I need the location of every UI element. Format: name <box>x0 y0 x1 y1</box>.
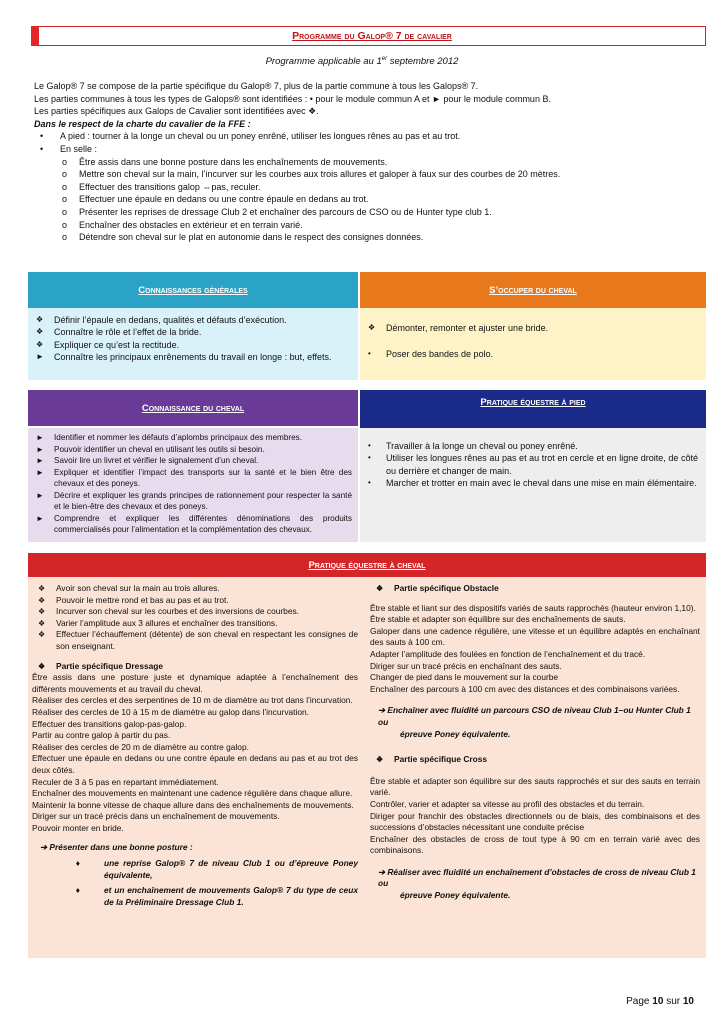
list-item-text: Démonter, remonter et ajuster une bride. <box>386 323 549 333</box>
intro-subitem-text: Détendre son cheval sur le plat en autonomie dans le respect des consignes données. <box>79 232 424 243</box>
intro-line-3: Les parties spécifiques aux Galops de Cavalier sont identifiées avec ❖. <box>34 106 319 117</box>
list-item <box>362 477 698 489</box>
intro-item <box>34 130 694 143</box>
arrow-right-icon: ➔ <box>40 842 48 853</box>
dot-bullet-icon: • <box>368 349 371 359</box>
dressage-line: Réaliser des cercles et des serpentines de 10 m de diamètre au trot dans l’incurvation. <box>32 695 353 706</box>
list-item <box>32 606 358 618</box>
list-item <box>30 455 352 467</box>
presenter-item <box>32 885 358 908</box>
diamond-bullet-icon: ❖ <box>38 584 46 593</box>
dressage-line: Effectuer une épaule en dedans ou une contre épaule en dedans au pas et au trot des deux côtés. <box>32 753 358 775</box>
cross-target <box>370 867 700 890</box>
intro-subitem <box>34 231 694 244</box>
intro-line-1: Le Galop® 7 se compose de la partie spécifique du Galop® 7, plus de la partie commune à tous les Galops® 7. <box>34 81 479 91</box>
list-item <box>32 618 358 630</box>
circle-bullet-icon: o <box>62 232 68 243</box>
dressage-line: Reculer de 3 à 5 pas en repartant immédiatement. <box>32 776 219 787</box>
arrow-bullet-icon: ► <box>36 444 44 454</box>
intro-subitem-text: Être assis dans une bonne posture dans les enchaînements de mouvements. <box>79 156 388 167</box>
diamond-bullet-icon: ❖ <box>376 584 384 593</box>
presenter-text: Présenter dans une bonne posture : <box>49 842 193 853</box>
obstacle-title <box>370 583 700 595</box>
presenter-item-text: et un enchaînement de mouvements Galop® 7 du type de ceux de la Préliminaire Dressage Club 1. <box>104 885 358 907</box>
arrow-bullet-icon: ► <box>36 352 44 362</box>
list-item-text: Définir l’épaule en dedans, qualités et défauts d’exécution. <box>54 315 287 325</box>
diamond-bullet-icon: ❖ <box>36 327 44 337</box>
list-item-text: Travailler à la longe un cheval ou poney enrêné. <box>386 441 578 451</box>
list-item-text: Décrire et expliquer les grands principes de rationnement pour respecter la santé et le bien-être des chevaux et des poneys. <box>54 490 352 511</box>
dot-bullet-icon: • <box>368 478 371 488</box>
diamond-icon: ♦ <box>75 885 80 896</box>
cross-title <box>370 754 700 766</box>
intro-item-text: A pied : tourner à la longe un cheval ou un poney enrêné, utiliser les longues rênes au pas et au trot. <box>60 131 461 142</box>
list-item-text: Marcher et trotter en main avec le cheval dans une mise en main élémentaire. <box>386 478 697 489</box>
arrow-bullet-icon: ► <box>36 456 44 465</box>
list-item-text: Incurver son cheval sur les courbes et des inversions de courbes. <box>56 606 299 617</box>
diamond-bullet-icon: ❖ <box>36 315 44 324</box>
list-item-text: Connaître le rôle et l’effet de la bride. <box>54 327 202 338</box>
arrow-bullet-icon: ► <box>36 433 44 442</box>
diamond-bullet-icon: ❖ <box>38 607 46 617</box>
list-item-text: Pouvoir identifier un cheval en utilisant les outils si besoin. <box>54 444 265 454</box>
dressage-line: Diriger sur un tracé précis dans un enchaînement de mouvements. <box>32 811 280 822</box>
section-body-pratique-a-pied <box>360 428 706 542</box>
diamond-icon: ♦ <box>75 858 80 869</box>
footer-current-page: 10 <box>652 996 664 1007</box>
footer-sep: sur <box>666 996 681 1007</box>
arrow-right-icon: ➔ <box>378 866 386 877</box>
dressage-line: Enchaîner des mouvements en maintenant une cadence régulière dans chaque allure. <box>32 788 353 799</box>
cross-target-text: Réaliser avec fluidité un enchaînement d’obstacles de cross de niveau Club 1 ou <box>378 866 696 889</box>
dressage-line: Réaliser des cercles de 20 m de diamètre au contre galop. <box>32 741 249 752</box>
dot-bullet-icon: • <box>368 453 371 463</box>
diamond-bullet-icon: ❖ <box>38 630 46 640</box>
dressage-line: Pouvoir monter en bride. <box>32 822 124 833</box>
list-item <box>32 583 358 595</box>
circle-bullet-icon: o <box>62 194 68 205</box>
obstacle-line: Galoper dans une cadence régulière, une vitesse et un équilibre adaptés en enchaînant des sauts à 100 cm. <box>370 625 700 648</box>
list-item <box>32 595 358 607</box>
intro-line-2: Les parties communes à tous les types de Galops® sont identifiées : • pour le module commun A et ► pour le module commun B. <box>34 93 551 104</box>
list-item-text: Savoir lire un livret et vérifier le signalement d’un cheval. <box>54 456 259 465</box>
arrow-bullet-icon: ► <box>36 490 44 500</box>
cross-line: Enchaîner des obstacles de cross de tout type à 90 cm en terrain varié avec des combinaisons. <box>370 833 700 856</box>
intro-subitem <box>34 193 694 206</box>
diamond-bullet-icon: ❖ <box>36 339 44 349</box>
cross-line: Contrôler, varier et adapter sa vitesse au profil des obstacles et du terrain. <box>370 798 645 809</box>
diamond-bullet-icon: ❖ <box>38 595 46 605</box>
dressage-line: Réaliser des cercles de 10 à 15 m de diamètre au galop dans l’incurvation. <box>32 706 309 717</box>
circle-bullet-icon: o <box>62 206 68 217</box>
list-item <box>30 467 352 490</box>
intro-subitem <box>34 219 694 232</box>
left-column <box>32 583 358 908</box>
circle-bullet-icon: o <box>62 181 68 192</box>
intro-charte: Dans le respect de la charte du cavalier de la FFE : <box>34 118 251 129</box>
list-item-text: Poser des bandes de polo. <box>386 349 494 360</box>
presenter-line <box>32 842 358 854</box>
intro-subitem <box>34 168 694 181</box>
section-body-pratique-a-cheval <box>28 577 706 958</box>
subtitle-suffix: septembre 2012 <box>387 56 459 67</box>
intro-subitem <box>34 181 694 194</box>
dressage-line: Partir au contre galop à partir du pas. <box>32 730 171 741</box>
obstacle-target-cont: épreuve Poney équivalente. <box>400 728 511 739</box>
right-column <box>370 583 700 902</box>
section-body-soccuper-du-cheval <box>360 308 706 380</box>
list-item-text: Utiliser les longues rênes au pas et au trot en cercle et en ligne droite, de côté ou derrière et changer de main. <box>386 453 698 476</box>
diamond-bullet-icon: ❖ <box>38 618 46 628</box>
diamond-bullet-icon: ❖ <box>38 661 46 671</box>
section-header-soccuper-du-cheval <box>360 272 706 308</box>
arrow-bullet-icon: ► <box>36 513 44 523</box>
intro-item <box>34 143 694 156</box>
dressage-line: Maintenir la bonne vitesse de chaque allure dans des enchaînements de mouvements. <box>32 799 354 810</box>
page-footer <box>626 996 694 1007</box>
list-item <box>30 326 352 338</box>
section-header-pratique-a-cheval <box>28 553 706 577</box>
intro-subitem-text: Enchaîner des obstacles en extérieur et en terrain varié. <box>79 219 303 230</box>
circle-bullet-icon: o <box>62 219 68 230</box>
obstacle-line: Enchaîner des parcours à 100 cm avec des distances et des combinaisons variées. <box>370 683 680 694</box>
circle-bullet-icon: o <box>62 169 68 180</box>
intro-subitem-text: Présenter les reprises de dressage Club 2 et enchaîner des parcours de CSO ou de Hunter type club 1. <box>79 206 492 217</box>
section-title: Connaissance du cheval <box>141 402 245 414</box>
cross-line: Être stable et adapter son équilibre sur des sauts rapprochés et sur des sauts en terrain varié. <box>370 775 700 798</box>
intro <box>34 80 694 244</box>
list-item <box>30 513 352 536</box>
arrow-bullet-icon: ► <box>36 467 44 477</box>
obstacle-line: Être stable et adapter son équilibre sur des enchaînements de sauts. <box>370 614 626 625</box>
dressage-title-text: Partie spécifique Dressage <box>56 660 164 671</box>
obstacle-line: Adapter l’amplitude des foulées en fonction de l’enchaînement et du tracé. <box>370 648 646 659</box>
list-item-text: Identifier et nommer les défauts d’aplombs principaux des membres. <box>54 433 303 442</box>
intro-subitem <box>34 206 694 219</box>
list-item-text: Expliquer ce qu’est la rectitude. <box>54 339 180 350</box>
subtitle-sup: er <box>381 56 388 62</box>
title-bar <box>31 26 706 46</box>
obstacle-line: Être stable et liant sur des dispositifs variés de sauts rapprochés (hauteur environ 1,10). <box>370 602 696 613</box>
list-item <box>362 452 698 477</box>
section-title: Pratique équestre à cheval <box>308 559 426 571</box>
section-header-connaissance-du-cheval <box>28 390 358 426</box>
list-item <box>30 432 352 444</box>
section-body-connaissance-du-cheval <box>28 428 358 542</box>
intro-subitem <box>34 156 694 169</box>
list-item <box>362 440 698 452</box>
intro-item-text: En selle : <box>60 143 98 154</box>
list-item-text: Expliquer et identifier l’impact des transports sur la santé et le bien être des chevaux et des poneys. <box>54 467 352 488</box>
obstacle-target <box>370 705 700 728</box>
list-item <box>362 322 700 334</box>
section-header-pratique-a-pied <box>360 390 706 428</box>
list-item <box>30 339 352 351</box>
footer-total-pages: 10 <box>682 996 694 1007</box>
bullet-icon: • <box>40 143 44 154</box>
cross-line: Diriger pour franchir des obstacles directionnels ou de biais, des combinaisons et des successions d’obstacles nécessitant une conduite précise <box>370 810 700 833</box>
diamond-bullet-icon: ❖ <box>368 323 376 332</box>
section-title: Pratique équestre à pied <box>480 397 586 408</box>
section-title: S’occuper du cheval <box>489 284 577 296</box>
arrow-right-icon: ➔ <box>378 705 386 716</box>
intro-subitem-text: Effectuer une épaule en dedans ou une contre épaule en dedans au trot. <box>79 194 369 205</box>
dressage-line: Être assis dans une posture juste et dynamique adaptée à l’enchaînement des différents mouvements et au travail du cheval. <box>32 672 358 694</box>
intro-subitem-text: Mettre son cheval sur la main, l’incurver sur les courbes aux trois allures et galoper à faux sur des courbes de 20 mètres. <box>79 169 561 180</box>
list-item <box>30 351 352 363</box>
dressage-title <box>32 661 358 673</box>
list-item-text: Varier l’amplitude aux 3 allures et enchaîner des transitions. <box>56 617 278 628</box>
list-item-text: Avoir son cheval sur la main au trois allures. <box>56 583 220 593</box>
list-item <box>362 348 700 360</box>
list-item <box>32 629 358 652</box>
cross-title-text: Partie spécifique Cross <box>394 754 488 765</box>
intro-subitem-text: Effectuer des transitions galop ⇔pas, reculer. <box>79 181 261 192</box>
list-item-text: Comprendre et expliquer les différentes dénominations des produits commercialisés pour l’alimentation et la complémentation des chevaux. <box>54 513 352 534</box>
dot-bullet-icon: • <box>368 441 371 450</box>
presenter-item <box>32 858 358 881</box>
footer-page-label: Page <box>626 996 650 1007</box>
bullet-icon: • <box>40 131 44 142</box>
subtitle <box>0 56 724 67</box>
page-title: Programme du Galop® 7 de cavalier <box>292 30 452 42</box>
presenter-item-text: une reprise Galop® 7 de niveau Club 1 ou d’épreuve Poney équivalente, <box>104 858 358 880</box>
obstacle-target-text: Enchaîner avec fluidité un parcours CSO de niveau Club 1–ou Hunter Club 1 ou <box>378 705 691 727</box>
list-item-text: Effectuer l’échauffement (détente) de son cheval en respectant les consignes de son enseignant. <box>56 629 358 651</box>
list-item-text: Connaître les principaux enrênements du travail en longe : but, effets. <box>54 352 332 363</box>
section-body-connaissances-generales <box>28 308 358 380</box>
circle-bullet-icon: o <box>62 156 68 167</box>
section-title: Connaissances générales <box>138 284 248 296</box>
diamond-bullet-icon: ❖ <box>376 755 384 765</box>
list-item <box>30 314 352 326</box>
list-item-text: Pouvoir le mettre rond et bas au pas et au trot. <box>56 594 229 605</box>
list-item <box>30 490 352 513</box>
dressage-line: Effectuer des transitions galop-pas-galop. <box>32 718 187 729</box>
subtitle-prefix: Programme applicable au 1 <box>265 56 382 67</box>
cross-target-cont: épreuve Poney équivalente. <box>400 890 511 901</box>
section-header-connaissances-generales <box>28 272 358 308</box>
obstacle-line: Diriger sur un tracé précis en enchaînant des sauts. <box>370 660 562 671</box>
obstacle-title-text: Partie spécifique Obstacle <box>394 583 499 593</box>
obstacle-line: Changer de pied dans le mouvement sur la courbe <box>370 672 559 683</box>
list-item <box>30 444 352 456</box>
